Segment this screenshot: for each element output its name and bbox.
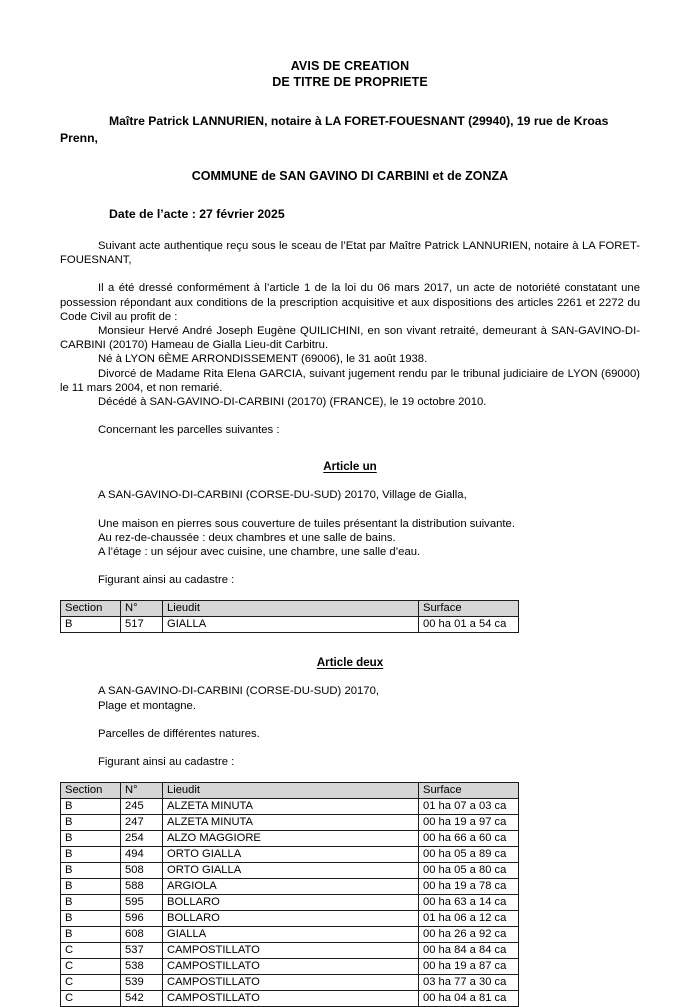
table-row xyxy=(61,847,519,863)
table-cell-3: 01 ha 06 a 12 ca xyxy=(419,911,519,927)
table-cell-1: 608 xyxy=(121,927,163,943)
table-cell-0: B xyxy=(61,831,121,847)
table-row xyxy=(61,959,519,975)
table-cell-1: 595 xyxy=(121,895,163,911)
body-paragraph-7: Concernant les parcelles suivantes : xyxy=(98,424,280,437)
article-two-cadastre-intro: Figurant ainsi au cadastre : xyxy=(98,756,235,769)
column-header-0: Section xyxy=(61,601,121,617)
cadastre-table-body xyxy=(61,617,519,633)
table-cell-1: 245 xyxy=(121,799,163,815)
table-cell-3: 01 ha 07 a 03 ca xyxy=(419,799,519,815)
body-paragraph-1: Suivant acte authentique reçu sous le sceau de l’Etat par Maître Patrick LANNURIEN, notaire à LA FORET-FOUESNANT, xyxy=(60,240,640,267)
table-row xyxy=(61,911,519,927)
body-paragraph-6: Décédé à SAN-GAVINO-DI-CARBINI (20170) (FRANCE), le 19 octobre 2010. xyxy=(98,396,487,409)
column-header-3: Surface xyxy=(419,783,519,799)
cadastre-table-header xyxy=(61,601,519,617)
article-one-cadastre-intro: Figurant ainsi au cadastre : xyxy=(98,574,235,587)
table-cell-2: GIALLA xyxy=(163,617,419,633)
table-row xyxy=(61,863,519,879)
table-cell-2: BOLLARO xyxy=(163,911,419,927)
article-one-heading xyxy=(60,459,640,474)
table-cell-2: ORTO GIALLA xyxy=(163,863,419,879)
table-cell-0: B xyxy=(61,911,121,927)
column-header-0: Section xyxy=(61,783,121,799)
column-header-1: N° xyxy=(121,601,163,617)
table-row xyxy=(61,991,519,1007)
table-cell-0: B xyxy=(61,863,121,879)
table-header-row xyxy=(61,601,519,617)
column-header-2: Lieudit xyxy=(163,601,419,617)
article-one-description-1: Une maison en pierres sous couverture de tuiles présentant la distribution suivante. xyxy=(98,517,515,530)
table-cell-2: ALZO MAGGIORE xyxy=(163,831,419,847)
table-cell-1: 596 xyxy=(121,911,163,927)
article-two-description-1: Parcelles de différentes natures. xyxy=(98,727,260,740)
article-two-heading-text: Article deux xyxy=(316,656,384,670)
table-cell-0: B xyxy=(61,879,121,895)
cadastre-table-article-one xyxy=(60,600,519,633)
document-title-line-1: AVIS DE CREATION xyxy=(290,59,410,73)
table-cell-2: ORTO GIALLA xyxy=(163,847,419,863)
article-two-location-1: A SAN-GAVINO-DI-CARBINI (CORSE-DU-SUD) 20170, xyxy=(98,685,380,698)
table-cell-2: CAMPOSTILLATO xyxy=(163,959,419,975)
table-cell-2: ALZETA MINUTA xyxy=(163,815,419,831)
table-cell-3: 00 ha 19 a 97 ca xyxy=(419,815,519,831)
table-cell-3: 00 ha 05 a 89 ca xyxy=(419,847,519,863)
table-cell-2: CAMPOSTILLATO xyxy=(163,943,419,959)
body-paragraph-5: Divorcé de Madame Rita Elena GARCIA, suivant jugement rendu par le tribunal judiciaire de LYON (69000) le 11 mars 2004, et non remarié. xyxy=(60,367,640,394)
commune-line: COMMUNE de SAN GAVINO DI CARBINI et de ZONZA xyxy=(191,169,509,183)
table-cell-3: 03 ha 77 a 30 ca xyxy=(419,975,519,991)
body-paragraph-4: Né à LYON 6ÈME ARRONDISSEMENT (69006), le 31 août 1938. xyxy=(98,353,428,366)
table-cell-3: 00 ha 26 a 92 ca xyxy=(419,927,519,943)
table-cell-1: 539 xyxy=(121,975,163,991)
notary-block: Maître Patrick LANNURIEN, notaire à LA FORET-FOUESNANT (29940), 19 rue de Kroas Prenn, xyxy=(60,114,609,145)
cadastre-table-header xyxy=(61,783,519,799)
table-cell-0: B xyxy=(61,927,121,943)
document-content xyxy=(60,0,640,1007)
table-cell-3: 00 ha 84 a 84 ca xyxy=(419,943,519,959)
table-cell-3: 00 ha 01 a 54 ca xyxy=(419,617,519,633)
table-cell-0: B xyxy=(61,617,121,633)
article-two-heading xyxy=(60,655,640,670)
table-cell-0: C xyxy=(61,943,121,959)
article-one-location: A SAN-GAVINO-DI-CARBINI (CORSE-DU-SUD) 20170, Village de Gialla, xyxy=(98,489,467,502)
table-cell-1: 537 xyxy=(121,943,163,959)
table-cell-1: 494 xyxy=(121,847,163,863)
table-row xyxy=(61,799,519,815)
table-cell-1: 542 xyxy=(121,991,163,1007)
table-row xyxy=(61,895,519,911)
article-two-location-2: Plage et montagne. xyxy=(98,699,196,712)
column-header-2: Lieudit xyxy=(163,783,419,799)
table-cell-0: C xyxy=(61,959,121,975)
article-one-description-3: A l’étage : un séjour avec cuisine, une chambre, une salle d’eau. xyxy=(98,546,421,559)
table-row xyxy=(61,617,519,633)
article-one-description-2: Au rez-de-chaussée : deux chambres et une salle de bains. xyxy=(98,531,396,544)
table-row xyxy=(61,927,519,943)
table-row xyxy=(61,943,519,959)
table-cell-3: 00 ha 04 a 81 ca xyxy=(419,991,519,1007)
table-cell-0: C xyxy=(61,975,121,991)
table-row xyxy=(61,879,519,895)
table-cell-2: CAMPOSTILLATO xyxy=(163,975,419,991)
table-cell-3: 00 ha 05 a 80 ca xyxy=(419,863,519,879)
table-row xyxy=(61,815,519,831)
table-cell-3: 00 ha 66 a 60 ca xyxy=(419,831,519,847)
table-cell-1: 538 xyxy=(121,959,163,975)
table-cell-2: ALZETA MINUTA xyxy=(163,799,419,815)
table-row xyxy=(61,975,519,991)
body-paragraph-3: Monsieur Hervé André Joseph Eugène QUILICHINI, en son vivant retraité, demeurant à SAN-GAVINO-DI-CARBINI (20170) Hameau de Gialla Lieu-dit Carbitru. xyxy=(60,325,640,352)
table-cell-1: 517 xyxy=(121,617,163,633)
article-one-heading-text: Article un xyxy=(323,460,377,474)
table-cell-0: C xyxy=(61,991,121,1007)
table-cell-1: 508 xyxy=(121,863,163,879)
table-cell-1: 588 xyxy=(121,879,163,895)
cadastre-table-article-two xyxy=(60,782,519,1007)
table-cell-0: B xyxy=(61,847,121,863)
table-cell-2: BOLLARO xyxy=(163,895,419,911)
column-header-3: Surface xyxy=(419,601,519,617)
table-cell-3: 00 ha 19 a 87 ca xyxy=(419,959,519,975)
cadastre-table-body xyxy=(61,799,519,1007)
act-date-line: Date de l’acte : 27 février 2025 xyxy=(109,207,285,221)
table-header-row xyxy=(61,783,519,799)
body-paragraph-2: Il a été dressé conformément à l’article 1 de la loi du 06 mars 2017, un acte de notoriété constatant une possession répondant aux conditions de la prescription acquisitive et aux dispositions des articles 2261 et 2272 du Code Civil au profit de : xyxy=(60,282,640,323)
table-cell-1: 254 xyxy=(121,831,163,847)
table-cell-3: 00 ha 63 a 14 ca xyxy=(419,895,519,911)
table-cell-2: GIALLA xyxy=(163,927,419,943)
table-cell-1: 247 xyxy=(121,815,163,831)
table-cell-0: B xyxy=(61,799,121,815)
table-cell-2: CAMPOSTILLATO xyxy=(163,991,419,1007)
table-cell-2: ARGIOLA xyxy=(163,879,419,895)
table-row xyxy=(61,831,519,847)
table-cell-3: 00 ha 19 a 78 ca xyxy=(419,879,519,895)
column-header-1: N° xyxy=(121,783,163,799)
document-title-line-2: DE TITRE DE PROPRIETE xyxy=(272,75,428,89)
table-cell-0: B xyxy=(61,895,121,911)
table-cell-0: B xyxy=(61,815,121,831)
